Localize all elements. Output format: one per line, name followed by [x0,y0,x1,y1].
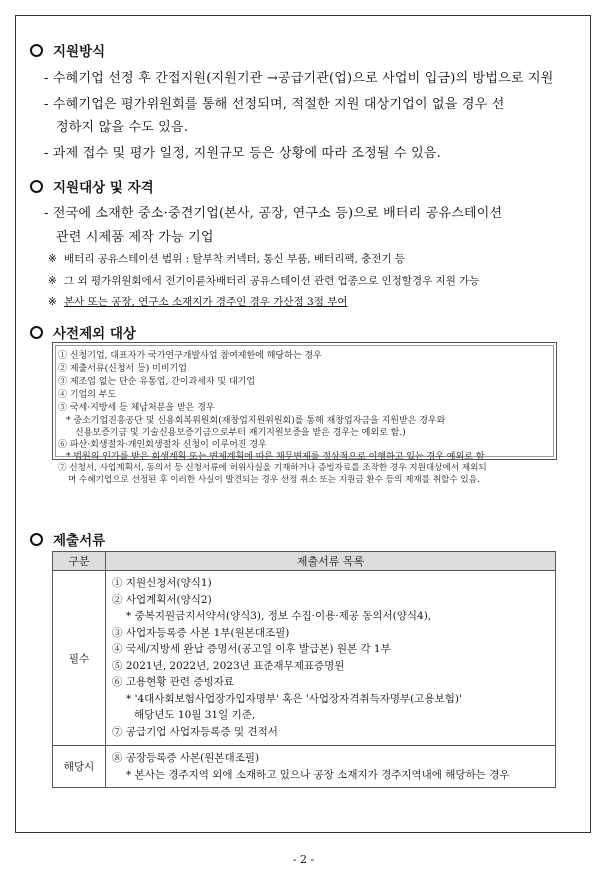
exclusion-item-4: ④ 기업의 부도 [58,390,117,400]
eligibility-line-2: 관련 시제품 제작 가능 기업 [56,230,214,245]
eligibility-note-3: ※ 본사 또는 공장, 연구소 소재지가 경주인 경우 가산점 3점 부여 [48,296,348,308]
table-row [53,571,556,746]
circle-bullet-icon [30,44,43,57]
support-method-line-1: - 수혜기업 선정 후 간접지원(지원기관 →공급기관(업)으로 사업비 입금)의 방법으로 지원 [44,71,554,86]
doc-item: ② 사업계획서(양식2) [112,593,212,606]
exclusion-item-5-note-b: 신용보증기금 및 기술신용보증기금으로부터 재기지원보증을 받은 경우는 예외로 함.) [75,428,406,438]
eligibility-note-1: ※ 배터리 공유스테이션 범위 : 탈부착 커넥터, 통신 부품, 배터리팩, 충전기 등 [48,253,406,265]
table-row [53,746,556,788]
row-category-conditional: 해당시 [53,746,106,788]
exclusion-item-2: ② 제출서류(신청서 등) 미비기업 [58,364,187,374]
exclusion-item-5-note-a: * 중소기업진흥공단 및 신용회복위원회(재창업지원위원회)를 통해 재창업자금을 지원받은 경우와 [66,416,446,426]
section-heading-support-method: 지원방식 [30,40,105,60]
doc-item: ① 지원신청서(양식1) [112,577,212,589]
exclusion-item-5: ⑤ 국세·지방세 등 체납처분을 받은 경우 [58,403,215,413]
exclusion-item-3: ③ 제조업 없는 단순 유통업, 간이과세자 및 대기업 [58,377,256,387]
conditional-documents-cell [106,746,556,788]
doc-item-note: * '4대사회보험사업장가입자명부' 혹은 '사업장자격취득자명부(고용보험)' [126,692,462,705]
doc-item: ⑤ 2021년, 2022년, 2023년 표준재무제표증명원 [112,659,345,672]
header-documents: 제출서류 목록 [106,552,556,571]
exclusion-item-6: ⑥ 파산·회생절차·개인회생절차 신청이 이루어진 경우 [58,440,267,450]
exclusion-item-6-note: * 법원의 인가를 받은 회생계획 또는 변제계획에 따른 채무변제를 정상적으로 이행하고 있는 경우 예외로 함 [66,452,485,462]
row-category-required: 필수 [53,571,106,746]
exclusion-item-7-b: 며 수혜기업으로 선정된 후 이러한 사실이 발견되는 경우 선정 취소 또는 지원금 환수 등의 제재를 취할수 있음. [68,475,480,485]
eligibility-note-2: ※ 그 외 평가위원회에서 전기이륜차배터리 공유스테이션 관련 업종으로 인정할경우 지원 가능 [48,275,480,287]
exclusion-item-7-a: ⑦ 신청서, 사업계획서, 동의서 등 신청서류에 허위사실을 기재하거나 증빙자료를 조작한 경우 지원대상에서 제외되 [58,463,487,473]
doc-item: ③ 사업자등록증 사본 1부(원본대조필) [112,626,290,639]
circle-bullet-icon [30,533,43,546]
support-method-line-2: - 수혜기업은 평가위원회를 통해 선정되며, 적절한 지원 대상기업이 없을 경우 선 [44,97,505,112]
documents-table-header [53,552,556,571]
section-heading-eligibility: 지원대상 및 자격 [30,176,154,196]
doc-item: ④ 국세/지방세 완납 증명서(공고일 이후 발급본) 원본 각 1부 [112,643,391,655]
section-heading-exclusions: 사전제외 대상 [30,322,136,342]
doc-item: ⑦ 공급기업 사업자등록증 및 견적서 [112,725,278,738]
doc-item-note: 해당년도 10월 31일 기준, [134,709,256,721]
eligibility-line-1: - 전국에 소재한 중소·중견기업(본사, 공장, 연구소 등)으로 배터리 공유스테이션 [44,206,503,221]
circle-bullet-icon [30,326,43,339]
doc-item-note: * 중복지원금지서약서(양식3), 정보 수집·이용·제공 동의서(양식4), [126,610,432,622]
section-heading-documents: 제출서류 [30,529,105,549]
circle-bullet-icon [30,180,43,193]
doc-item: ⑧ 공장등록증 사본(원본대조필) [112,752,260,764]
doc-item: ⑥ 고용현황 관련 증빙자료 [112,676,234,688]
header-category: 구분 [53,552,106,571]
support-method-line-3: 정하지 않을 수도 있음. [56,120,189,135]
documents-table [52,551,556,788]
exclusion-item-1: ① 신청기업, 대표자가 국가연구개발사업 참여제한에 해당하는 경우 [58,351,322,361]
required-documents-cell [106,571,556,746]
support-method-line-4: - 과제 접수 및 평가 일정, 지원규모 등은 상황에 따라 조정될 수 있음. [44,146,441,161]
doc-item-note: * 본사는 경주지역 외에 소재하고 있으나 공장 소재지가 경주지역내에 해당하는 경우 [126,768,510,781]
page-number: - 2 - [292,853,315,866]
